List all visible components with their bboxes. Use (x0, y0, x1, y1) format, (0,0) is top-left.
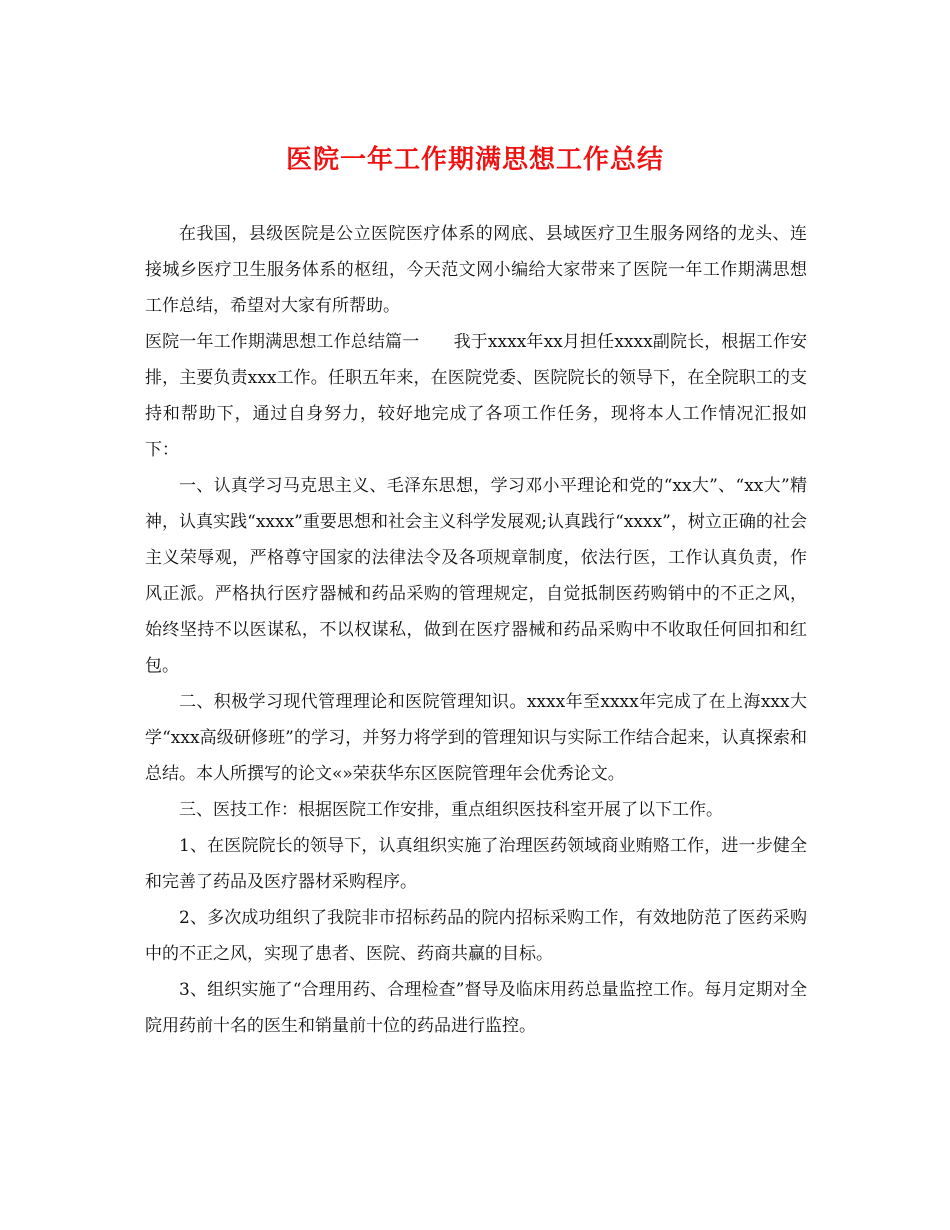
document-body (145, 216, 807, 1044)
paragraph-item-1: 1、在医院院长的领导下，认真组织实施了治理医药领域商业贿赂工作，进一步健全和完善了药品及医疗器材采购程序。 (145, 836, 807, 892)
paragraph-point-two: 二、积极学习现代管理理论和医院管理知识。xxxx年至xxxx年完成了在上海xxx大学“xxx高级研修班”的学习，并努力将学到的管理知识与实际工作结合起来，认真探索和总结。本人所撰写的论文«»荣获华东区医院管理年会优秀论文。 (145, 692, 807, 784)
paragraph-item-3: 3、组织实施了“合理用药、合理检查”督导及临床用药总量监控工作。每月定期对全院用药前十名的医生和销量前十位的药品进行监控。 (145, 980, 807, 1036)
paragraph-intro: 在我国，县级医院是公立医院医疗体系的网底、县域医疗卫生服务网络的龙头、连接城乡医疗卫生服务体系的枢纽，今天范文网小编给大家带来了医院一年工作期满思想工作总结，希望对大家有所帮助。 (145, 224, 807, 316)
document-title: 医院一年工作期满思想工作总结 (285, 145, 664, 175)
paragraph-point-three: 三、医技工作：根据医院工作安排，重点组织医技科室开展了以下工作。 (179, 800, 723, 820)
paragraph-item-2: 2、多次成功组织了我院非市招标药品的院内招标采购工作，有效地防范了医药采购中的不正之风，实现了患者、医院、药商共赢的目标。 (145, 908, 807, 964)
paragraph-section-one-intro: 医院一年工作期满思想工作总结篇一 我于xxxx年xx月担任xxxx副院长，根据工作安排，主要负责xxx工作。任职五年来，在医院党委、医院院长的领导下，在全院职工的支持和帮助下，通过自身努力，较好地完成了各项工作任务，现将本人工作情况汇报如下： (145, 332, 807, 460)
paragraph-point-one: 一、认真学习马克思主义、毛泽东思想，学习邓小平理论和党的“xx大”、“xx大”精神，认真实践“xxxx”重要思想和社会主义科学发展观;认真践行“xxxx”，树立正确的社会主义荣辱观，严格尊守国家的法律法令及各项规章制度，依法行医，工作认真负责，作风正派。严格执行医疗器械和药品采购的管理规定，自觉抵制医药购销中的不正之风，始终坚持不以医谋私，不以权谋私，做到在医疗器械和药品采购中不收取任何回扣和红包。 (145, 476, 807, 676)
